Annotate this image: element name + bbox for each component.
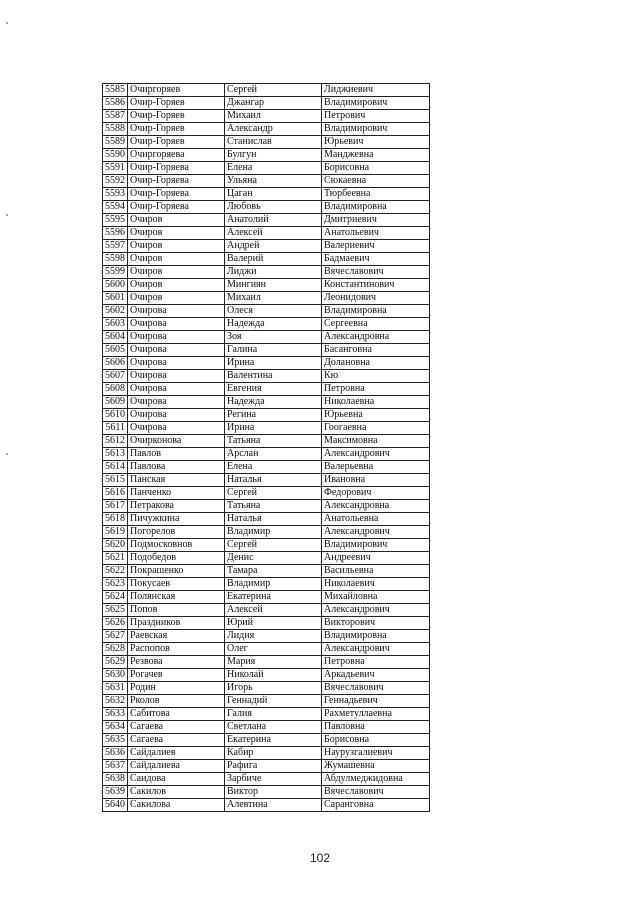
row-number-cell: 5606: [103, 357, 128, 370]
table-row: [103, 422, 430, 435]
patronymic-cell: Владимировна: [322, 630, 430, 643]
patronymic-cell: Петровна: [322, 656, 430, 669]
patronymic-cell: Викторович: [322, 617, 430, 630]
first-name-cell: Любовь: [225, 201, 322, 214]
patronymic-cell: Борисовна: [322, 734, 430, 747]
surname-cell: Очиров: [128, 266, 225, 279]
first-name-cell: Алексей: [225, 227, 322, 240]
row-number-cell: 5613: [103, 448, 128, 461]
surname-cell: Рогачев: [128, 669, 225, 682]
surname-cell: Очирконова: [128, 435, 225, 448]
first-name-cell: Алевтина: [225, 799, 322, 812]
row-number-cell: 5634: [103, 721, 128, 734]
table-row: [103, 630, 430, 643]
row-number-cell: 5619: [103, 526, 128, 539]
first-name-cell: Владимир: [225, 526, 322, 539]
table-row: [103, 734, 430, 747]
patronymic-cell: Вячеславович: [322, 682, 430, 695]
patronymic-cell: Александрович: [322, 604, 430, 617]
surname-cell: Очир-Горяев: [128, 110, 225, 123]
row-number-cell: 5595: [103, 214, 128, 227]
table-row: [103, 318, 430, 331]
first-name-cell: Ульяна: [225, 175, 322, 188]
patronymic-cell: Анатольевна: [322, 513, 430, 526]
patronymic-cell: Юрьевич: [322, 136, 430, 149]
table-row: [103, 708, 430, 721]
surname-cell: Очирова: [128, 357, 225, 370]
surname-cell: Панченко: [128, 487, 225, 500]
row-number-cell: 5586: [103, 97, 128, 110]
surname-cell: Сайдалиев: [128, 747, 225, 760]
patronymic-cell: Юрьевна: [322, 409, 430, 422]
table-row: [103, 292, 430, 305]
patronymic-cell: Николаевна: [322, 396, 430, 409]
row-number-cell: 5616: [103, 487, 128, 500]
table-row: [103, 123, 430, 136]
roster-body: [103, 84, 430, 812]
row-number-cell: 5585: [103, 84, 128, 97]
surname-cell: Панская: [128, 474, 225, 487]
row-number-cell: 5610: [103, 409, 128, 422]
table-row: [103, 591, 430, 604]
surname-cell: Очиргоряева: [128, 149, 225, 162]
first-name-cell: Лидия: [225, 630, 322, 643]
surname-cell: Очирова: [128, 370, 225, 383]
patronymic-cell: Рахметуллаевна: [322, 708, 430, 721]
table-row: [103, 617, 430, 630]
patronymic-cell: Сарангoвна: [322, 799, 430, 812]
table-row: [103, 786, 430, 799]
surname-cell: Очир-Горяева: [128, 162, 225, 175]
first-name-cell: Сергей: [225, 539, 322, 552]
table-row: [103, 487, 430, 500]
row-number-cell: 5630: [103, 669, 128, 682]
first-name-cell: Регина: [225, 409, 322, 422]
surname-cell: Очирова: [128, 318, 225, 331]
first-name-cell: Наталья: [225, 513, 322, 526]
first-name-cell: Светлана: [225, 721, 322, 734]
table-row: [103, 669, 430, 682]
row-number-cell: 5639: [103, 786, 128, 799]
patronymic-cell: Максимовна: [322, 435, 430, 448]
surname-cell: Подмосковнов: [128, 539, 225, 552]
table-row: [103, 383, 430, 396]
surname-cell: Очирова: [128, 344, 225, 357]
first-name-cell: Андрей: [225, 240, 322, 253]
patronymic-cell: Борисовна: [322, 162, 430, 175]
first-name-cell: Сергей: [225, 487, 322, 500]
patronymic-cell: Аркадьевич: [322, 669, 430, 682]
table-row: [103, 760, 430, 773]
first-name-cell: Наталья: [225, 474, 322, 487]
row-number-cell: 5626: [103, 617, 128, 630]
first-name-cell: Рафига: [225, 760, 322, 773]
first-name-cell: Сергей: [225, 84, 322, 97]
surname-cell: Полянская: [128, 591, 225, 604]
patronymic-cell: Вячеславович: [322, 266, 430, 279]
first-name-cell: Евгения: [225, 383, 322, 396]
table-row: [103, 136, 430, 149]
first-name-cell: Булгун: [225, 149, 322, 162]
table-row: [103, 279, 430, 292]
surname-cell: Очир-Горяев: [128, 136, 225, 149]
patronymic-cell: Константинович: [322, 279, 430, 292]
first-name-cell: Татьяна: [225, 500, 322, 513]
row-number-cell: 5600: [103, 279, 128, 292]
patronymic-cell: Бадмаевич: [322, 253, 430, 266]
row-number-cell: 5609: [103, 396, 128, 409]
patronymic-cell: Дмитриевич: [322, 214, 430, 227]
row-number-cell: 5624: [103, 591, 128, 604]
row-number-cell: 5628: [103, 643, 128, 656]
patronymic-cell: Гоогаевна: [322, 422, 430, 435]
row-number-cell: 5596: [103, 227, 128, 240]
surname-cell: Очиров: [128, 279, 225, 292]
surname-cell: Очир-Горяева: [128, 188, 225, 201]
patronymic-cell: Александрович: [322, 526, 430, 539]
surname-cell: Сагаева: [128, 721, 225, 734]
patronymic-cell: Александровна: [322, 500, 430, 513]
first-name-cell: Надежда: [225, 318, 322, 331]
table-row: [103, 513, 430, 526]
row-number-cell: 5623: [103, 578, 128, 591]
table-row: [103, 253, 430, 266]
first-name-cell: Кабир: [225, 747, 322, 760]
first-name-cell: Михаил: [225, 110, 322, 123]
table-row: [103, 357, 430, 370]
surname-cell: Сагаева: [128, 734, 225, 747]
surname-cell: Пичужкина: [128, 513, 225, 526]
first-name-cell: Михаил: [225, 292, 322, 305]
row-number-cell: 5615: [103, 474, 128, 487]
row-number-cell: 5588: [103, 123, 128, 136]
scan-speck: [6, 214, 8, 216]
first-name-cell: Екатерина: [225, 734, 322, 747]
row-number-cell: 5617: [103, 500, 128, 513]
patronymic-cell: Павловна: [322, 721, 430, 734]
patronymic-cell: Петрович: [322, 110, 430, 123]
row-number-cell: 5621: [103, 552, 128, 565]
surname-cell: Сайдалиева: [128, 760, 225, 773]
first-name-cell: Виктор: [225, 786, 322, 799]
table-row: [103, 448, 430, 461]
table-row: [103, 84, 430, 97]
table-row: [103, 240, 430, 253]
table-row: [103, 695, 430, 708]
row-number-cell: 5601: [103, 292, 128, 305]
scan-speck: [6, 453, 8, 455]
first-name-cell: Олег: [225, 643, 322, 656]
table-row: [103, 409, 430, 422]
first-name-cell: Анатолий: [225, 214, 322, 227]
row-number-cell: 5637: [103, 760, 128, 773]
row-number-cell: 5599: [103, 266, 128, 279]
table-row: [103, 305, 430, 318]
surname-cell: Очир-Горяева: [128, 201, 225, 214]
patronymic-cell: Тюрбеевна: [322, 188, 430, 201]
surname-cell: Рколов: [128, 695, 225, 708]
first-name-cell: Тамара: [225, 565, 322, 578]
row-number-cell: 5591: [103, 162, 128, 175]
surname-cell: Раевская: [128, 630, 225, 643]
surname-cell: Очирова: [128, 422, 225, 435]
surname-cell: Праздников: [128, 617, 225, 630]
first-name-cell: Лиджи: [225, 266, 322, 279]
first-name-cell: Елена: [225, 162, 322, 175]
first-name-cell: Надежда: [225, 396, 322, 409]
first-name-cell: Валентина: [225, 370, 322, 383]
table-row: [103, 97, 430, 110]
surname-cell: Очирова: [128, 305, 225, 318]
table-row: [103, 474, 430, 487]
patronymic-cell: Валерьевна: [322, 461, 430, 474]
table-row: [103, 500, 430, 513]
patronymic-cell: Владимировна: [322, 305, 430, 318]
table-row: [103, 266, 430, 279]
surname-cell: Погорелов: [128, 526, 225, 539]
surname-cell: Павлова: [128, 461, 225, 474]
first-name-cell: Галина: [225, 344, 322, 357]
first-name-cell: Игорь: [225, 682, 322, 695]
first-name-cell: Геннадий: [225, 695, 322, 708]
surname-cell: Очиров: [128, 292, 225, 305]
surname-cell: Сакилова: [128, 799, 225, 812]
first-name-cell: Владимир: [225, 578, 322, 591]
row-number-cell: 5592: [103, 175, 128, 188]
table-row: [103, 214, 430, 227]
surname-cell: Очирова: [128, 331, 225, 344]
first-name-cell: Цаган: [225, 188, 322, 201]
surname-cell: Очиргоряев: [128, 84, 225, 97]
surname-cell: Очир-Горяев: [128, 97, 225, 110]
first-name-cell: Денис: [225, 552, 322, 565]
table-row: [103, 539, 430, 552]
surname-cell: Сакилов: [128, 786, 225, 799]
patronymic-cell: Жумашевна: [322, 760, 430, 773]
first-name-cell: Станислав: [225, 136, 322, 149]
table-row: [103, 565, 430, 578]
patronymic-cell: Кю: [322, 370, 430, 383]
table-row: [103, 578, 430, 591]
table-row: [103, 721, 430, 734]
surname-cell: Покусаев: [128, 578, 225, 591]
patronymic-cell: Долановна: [322, 357, 430, 370]
table-row: [103, 201, 430, 214]
row-number-cell: 5632: [103, 695, 128, 708]
row-number-cell: 5604: [103, 331, 128, 344]
table-row: [103, 344, 430, 357]
first-name-cell: Николай: [225, 669, 322, 682]
scan-speck: [6, 22, 8, 24]
page-number: 102: [309, 851, 331, 865]
row-number-cell: 5608: [103, 383, 128, 396]
patronymic-cell: Михайловна: [322, 591, 430, 604]
patronymic-cell: Васильевна: [322, 565, 430, 578]
row-number-cell: 5594: [103, 201, 128, 214]
first-name-cell: Зарбиче: [225, 773, 322, 786]
surname-cell: Очир-Горяева: [128, 175, 225, 188]
table-row: [103, 643, 430, 656]
patronymic-cell: Владимировна: [322, 201, 430, 214]
row-number-cell: 5622: [103, 565, 128, 578]
patronymic-cell: Владимирович: [322, 539, 430, 552]
first-name-cell: Зоя: [225, 331, 322, 344]
table-row: [103, 435, 430, 448]
surname-cell: Попов: [128, 604, 225, 617]
row-number-cell: 5618: [103, 513, 128, 526]
surname-cell: Очирова: [128, 383, 225, 396]
table-row: [103, 461, 430, 474]
surname-cell: Распопов: [128, 643, 225, 656]
table-row: [103, 552, 430, 565]
row-number-cell: 5590: [103, 149, 128, 162]
row-number-cell: 5636: [103, 747, 128, 760]
patronymic-cell: Вячеславович: [322, 786, 430, 799]
table-row: [103, 188, 430, 201]
surname-cell: Павлов: [128, 448, 225, 461]
surname-cell: Очир-Горяев: [128, 123, 225, 136]
row-number-cell: 5638: [103, 773, 128, 786]
first-name-cell: Екатерина: [225, 591, 322, 604]
patronymic-cell: Владимирович: [322, 97, 430, 110]
table-row: [103, 604, 430, 617]
first-name-cell: Ирина: [225, 357, 322, 370]
roster-table: [102, 83, 430, 812]
patronymic-cell: Андреевич: [322, 552, 430, 565]
row-number-cell: 5607: [103, 370, 128, 383]
table-row: [103, 656, 430, 669]
surname-cell: Очирова: [128, 396, 225, 409]
patronymic-cell: Абдулмеджидовна: [322, 773, 430, 786]
row-number-cell: 5598: [103, 253, 128, 266]
surname-cell: Сабитова: [128, 708, 225, 721]
table-row: [103, 370, 430, 383]
table-row: [103, 175, 430, 188]
row-number-cell: 5640: [103, 799, 128, 812]
patronymic-cell: Валериевич: [322, 240, 430, 253]
table-row: [103, 149, 430, 162]
patronymic-cell: Федорович: [322, 487, 430, 500]
surname-cell: Очиров: [128, 253, 225, 266]
table-row: [103, 526, 430, 539]
first-name-cell: Мингиян: [225, 279, 322, 292]
row-number-cell: 5611: [103, 422, 128, 435]
patronymic-cell: Басанговна: [322, 344, 430, 357]
row-number-cell: 5635: [103, 734, 128, 747]
patronymic-cell: Наурузгалиевич: [322, 747, 430, 760]
surname-cell: Очиров: [128, 214, 225, 227]
table-row: [103, 110, 430, 123]
table-row: [103, 227, 430, 240]
first-name-cell: Валерий: [225, 253, 322, 266]
row-number-cell: 5597: [103, 240, 128, 253]
first-name-cell: Татьяна: [225, 435, 322, 448]
first-name-cell: Ирина: [225, 422, 322, 435]
row-number-cell: 5589: [103, 136, 128, 149]
first-name-cell: Александр: [225, 123, 322, 136]
surname-cell: Резвова: [128, 656, 225, 669]
row-number-cell: 5605: [103, 344, 128, 357]
patronymic-cell: Леонидович: [322, 292, 430, 305]
patronymic-cell: Александрович: [322, 448, 430, 461]
table-row: [103, 162, 430, 175]
patronymic-cell: Геннадьевич: [322, 695, 430, 708]
row-number-cell: 5612: [103, 435, 128, 448]
patronymic-cell: Александровна: [322, 331, 430, 344]
first-name-cell: Галия: [225, 708, 322, 721]
surname-cell: Очиров: [128, 227, 225, 240]
table-row: [103, 331, 430, 344]
row-number-cell: 5625: [103, 604, 128, 617]
table-row: [103, 682, 430, 695]
surname-cell: Покрашенко: [128, 565, 225, 578]
table-row: [103, 773, 430, 786]
first-name-cell: Алексей: [225, 604, 322, 617]
first-name-cell: Джангар: [225, 97, 322, 110]
surname-cell: Саидова: [128, 773, 225, 786]
first-name-cell: Арслан: [225, 448, 322, 461]
table-row: [103, 396, 430, 409]
row-number-cell: 5633: [103, 708, 128, 721]
first-name-cell: Мария: [225, 656, 322, 669]
row-number-cell: 5627: [103, 630, 128, 643]
row-number-cell: 5602: [103, 305, 128, 318]
surname-cell: Очирова: [128, 409, 225, 422]
patronymic-cell: Александрович: [322, 643, 430, 656]
first-name-cell: Олеся: [225, 305, 322, 318]
row-number-cell: 5603: [103, 318, 128, 331]
patronymic-cell: Сергеевна: [322, 318, 430, 331]
table-row: [103, 747, 430, 760]
patronymic-cell: Николаевич: [322, 578, 430, 591]
patronymic-cell: Анатольевич: [322, 227, 430, 240]
first-name-cell: Елена: [225, 461, 322, 474]
patronymic-cell: Ивановна: [322, 474, 430, 487]
patronymic-cell: Петровна: [322, 383, 430, 396]
surname-cell: Подобедов: [128, 552, 225, 565]
row-number-cell: 5614: [103, 461, 128, 474]
patronymic-cell: Лиджиевич: [322, 84, 430, 97]
row-number-cell: 5620: [103, 539, 128, 552]
patronymic-cell: Манджевна: [322, 149, 430, 162]
surname-cell: Очиров: [128, 240, 225, 253]
table-row: [103, 799, 430, 812]
row-number-cell: 5587: [103, 110, 128, 123]
surname-cell: Петракова: [128, 500, 225, 513]
row-number-cell: 5631: [103, 682, 128, 695]
patronymic-cell: Сюкаевна: [322, 175, 430, 188]
patronymic-cell: Владимирович: [322, 123, 430, 136]
surname-cell: Родин: [128, 682, 225, 695]
row-number-cell: 5593: [103, 188, 128, 201]
first-name-cell: Юрий: [225, 617, 322, 630]
row-number-cell: 5629: [103, 656, 128, 669]
